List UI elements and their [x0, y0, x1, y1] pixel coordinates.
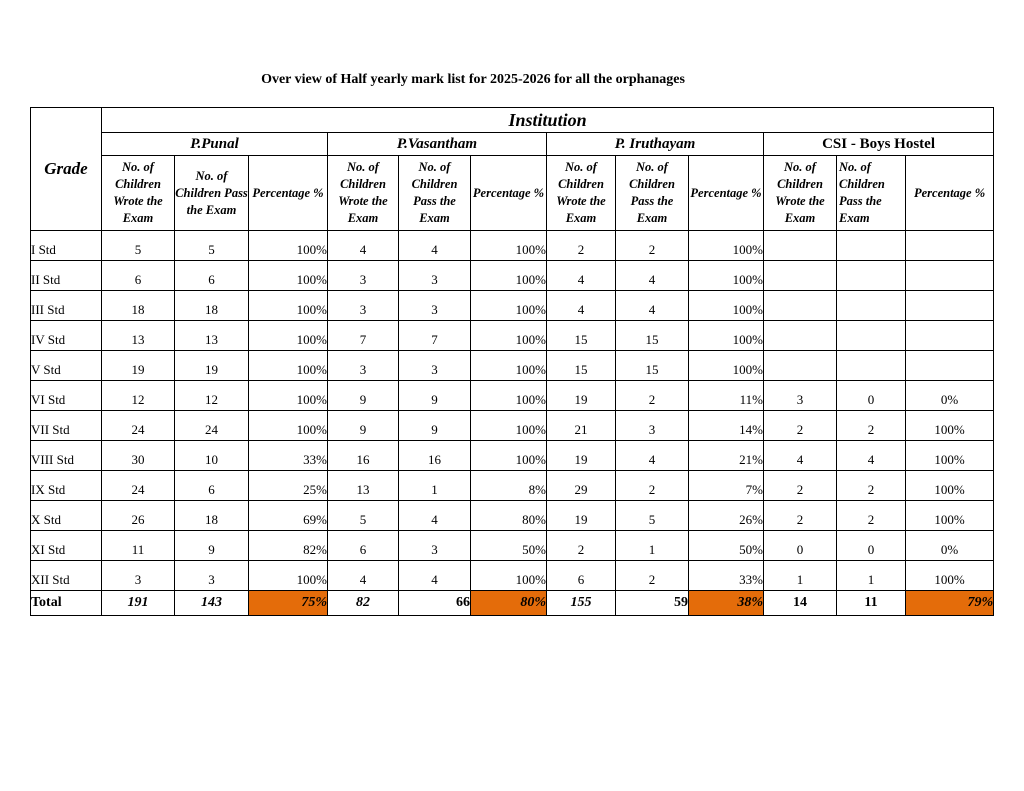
value-cell: 18 — [175, 501, 249, 531]
value-cell — [906, 231, 994, 261]
value-cell: 1 — [616, 531, 689, 561]
value-cell: 4 — [616, 261, 689, 291]
value-cell: 3 — [399, 261, 471, 291]
value-cell: 1 — [399, 471, 471, 501]
value-cell: 9 — [399, 411, 471, 441]
value-cell: 4 — [399, 561, 471, 591]
value-cell: 100% — [471, 291, 547, 321]
value-cell: 69% — [249, 501, 328, 531]
value-cell: 14% — [689, 411, 764, 441]
value-cell — [764, 261, 837, 291]
value-cell: 2 — [764, 411, 837, 441]
value-cell: 100% — [689, 351, 764, 381]
column-header-pass: No. of Children Pass the Exam — [399, 156, 471, 231]
value-cell: 3 — [328, 291, 399, 321]
value-cell — [837, 351, 906, 381]
value-cell: 4 — [547, 261, 616, 291]
value-cell: 4 — [616, 441, 689, 471]
table-row — [31, 561, 994, 591]
value-cell: 100% — [471, 381, 547, 411]
value-cell: 18 — [175, 291, 249, 321]
table-row — [31, 321, 994, 351]
total-label: Total — [31, 591, 102, 616]
value-cell: 3 — [328, 261, 399, 291]
value-cell: 100% — [906, 471, 994, 501]
value-cell: 12 — [102, 381, 175, 411]
total-percentage-cell: 38% — [689, 591, 764, 616]
column-header-wrote: No. of Children Wrote the Exam — [764, 156, 837, 231]
total-value-cell: 82 — [328, 591, 399, 616]
total-value-cell: 66 — [399, 591, 471, 616]
value-cell: 9 — [328, 411, 399, 441]
value-cell: 24 — [102, 471, 175, 501]
value-cell: 10 — [175, 441, 249, 471]
grade-cell: XI Std — [31, 531, 102, 561]
table-row — [31, 441, 994, 471]
table-row — [31, 531, 994, 561]
value-cell: 26 — [102, 501, 175, 531]
value-cell — [764, 231, 837, 261]
value-cell: 2 — [837, 501, 906, 531]
value-cell: 3 — [399, 291, 471, 321]
value-cell: 50% — [471, 531, 547, 561]
value-cell: 3 — [399, 351, 471, 381]
value-cell: 33% — [689, 561, 764, 591]
column-header-percentage: Percentage % — [689, 156, 764, 231]
value-cell: 9 — [175, 531, 249, 561]
value-cell: 16 — [328, 441, 399, 471]
value-cell: 100% — [689, 291, 764, 321]
grade-cell: VII Std — [31, 411, 102, 441]
value-cell — [764, 291, 837, 321]
institution-name: P.Vasantham — [328, 133, 547, 156]
value-cell: 2 — [616, 561, 689, 591]
grade-cell: X Std — [31, 501, 102, 531]
grade-cell: IV Std — [31, 321, 102, 351]
column-header-percentage: Percentage % — [249, 156, 328, 231]
value-cell: 33% — [249, 441, 328, 471]
value-cell: 24 — [102, 411, 175, 441]
value-cell: 0 — [764, 531, 837, 561]
value-cell: 15 — [547, 321, 616, 351]
institution-name: CSI - Boys Hostel — [764, 133, 994, 156]
value-cell: 3 — [399, 531, 471, 561]
value-cell: 100% — [471, 321, 547, 351]
value-cell — [764, 321, 837, 351]
value-cell: 3 — [616, 411, 689, 441]
table-row — [31, 381, 994, 411]
table-row — [31, 231, 994, 261]
value-cell: 2 — [837, 411, 906, 441]
value-cell: 7 — [399, 321, 471, 351]
value-cell: 21 — [547, 411, 616, 441]
value-cell — [837, 261, 906, 291]
value-cell: 4 — [399, 501, 471, 531]
value-cell: 6 — [547, 561, 616, 591]
table-row — [31, 261, 994, 291]
value-cell: 100% — [249, 381, 328, 411]
value-cell: 15 — [616, 321, 689, 351]
value-cell: 4 — [328, 561, 399, 591]
table-row — [31, 471, 994, 501]
value-cell: 19 — [547, 501, 616, 531]
page-title: Over view of Half yearly mark list for 2025-2026 for all the orphanages — [261, 72, 685, 87]
value-cell: 2 — [616, 471, 689, 501]
value-cell: 1 — [837, 561, 906, 591]
value-cell: 29 — [547, 471, 616, 501]
value-cell: 15 — [547, 351, 616, 381]
grade-cell: I Std — [31, 231, 102, 261]
value-cell: 82% — [249, 531, 328, 561]
value-cell: 100% — [471, 261, 547, 291]
grade-header: Grade — [31, 108, 102, 231]
total-percentage-cell: 80% — [471, 591, 547, 616]
value-cell: 3 — [764, 381, 837, 411]
value-cell: 2 — [547, 231, 616, 261]
grade-cell: VIII Std — [31, 441, 102, 471]
total-value-cell: 59 — [616, 591, 689, 616]
total-percentage-cell: 79% — [906, 591, 994, 616]
value-cell: 18 — [102, 291, 175, 321]
value-cell: 100% — [249, 291, 328, 321]
value-cell: 24 — [175, 411, 249, 441]
value-cell: 13 — [328, 471, 399, 501]
value-cell: 100% — [906, 501, 994, 531]
value-cell: 26% — [689, 501, 764, 531]
value-cell: 100% — [689, 231, 764, 261]
value-cell — [837, 321, 906, 351]
grade-cell: V Std — [31, 351, 102, 381]
value-cell: 11% — [689, 381, 764, 411]
grade-cell: VI Std — [31, 381, 102, 411]
value-cell: 2 — [547, 531, 616, 561]
institution-name: P. Iruthayam — [547, 133, 764, 156]
value-cell — [837, 291, 906, 321]
value-cell: 100% — [249, 321, 328, 351]
value-cell: 2 — [764, 471, 837, 501]
institution-header: Institution — [102, 108, 994, 133]
value-cell: 21% — [689, 441, 764, 471]
column-header-wrote: No. of Children Wrote the Exam — [328, 156, 399, 231]
grade-cell: II Std — [31, 261, 102, 291]
grade-cell: IX Std — [31, 471, 102, 501]
value-cell: 100% — [471, 231, 547, 261]
value-cell: 0% — [906, 381, 994, 411]
total-value-cell: 191 — [102, 591, 175, 616]
value-cell: 5 — [328, 501, 399, 531]
value-cell: 100% — [249, 261, 328, 291]
table-row — [31, 351, 994, 381]
value-cell: 25% — [249, 471, 328, 501]
value-cell: 19 — [547, 381, 616, 411]
value-cell: 2 — [616, 381, 689, 411]
value-cell: 30 — [102, 441, 175, 471]
column-header-wrote: No. of Children Wrote the Exam — [547, 156, 616, 231]
table-row — [31, 501, 994, 531]
value-cell: 100% — [471, 351, 547, 381]
value-cell: 15 — [616, 351, 689, 381]
value-cell: 3 — [175, 561, 249, 591]
table-row — [31, 411, 994, 441]
value-cell: 4 — [328, 231, 399, 261]
mark-list-table — [30, 107, 994, 616]
value-cell: 4 — [616, 291, 689, 321]
value-cell: 13 — [175, 321, 249, 351]
value-cell: 100% — [249, 561, 328, 591]
value-cell: 19 — [102, 351, 175, 381]
value-cell: 100% — [906, 411, 994, 441]
value-cell: 2 — [616, 231, 689, 261]
value-cell: 9 — [328, 381, 399, 411]
value-cell: 100% — [689, 321, 764, 351]
column-header-percentage: Percentage % — [471, 156, 547, 231]
value-cell: 4 — [547, 291, 616, 321]
value-cell — [837, 231, 906, 261]
total-percentage-cell: 75% — [249, 591, 328, 616]
value-cell: 3 — [328, 351, 399, 381]
value-cell: 11 — [102, 531, 175, 561]
value-cell — [764, 351, 837, 381]
value-cell: 100% — [471, 441, 547, 471]
value-cell: 100% — [249, 351, 328, 381]
value-cell — [906, 291, 994, 321]
value-cell: 100% — [906, 561, 994, 591]
value-cell: 0 — [837, 381, 906, 411]
value-cell — [906, 351, 994, 381]
total-value-cell: 143 — [175, 591, 249, 616]
value-cell: 2 — [764, 501, 837, 531]
table-row — [31, 291, 994, 321]
total-value-cell: 14 — [764, 591, 837, 616]
grade-cell: III Std — [31, 291, 102, 321]
value-cell: 50% — [689, 531, 764, 561]
value-cell: 100% — [689, 261, 764, 291]
value-cell: 1 — [764, 561, 837, 591]
value-cell: 4 — [764, 441, 837, 471]
value-cell: 100% — [249, 231, 328, 261]
grade-cell: XII Std — [31, 561, 102, 591]
value-cell: 6 — [175, 261, 249, 291]
value-cell — [906, 261, 994, 291]
column-header-percentage: Percentage % — [906, 156, 994, 231]
column-header-wrote: No. of Children Wrote the Exam — [102, 156, 175, 231]
total-value-cell: 155 — [547, 591, 616, 616]
value-cell: 0% — [906, 531, 994, 561]
table-body — [31, 231, 994, 616]
value-cell: 6 — [102, 261, 175, 291]
value-cell: 16 — [399, 441, 471, 471]
value-cell: 13 — [102, 321, 175, 351]
column-header-pass: No. of Children Pass the Exam — [837, 156, 906, 231]
value-cell: 7 — [328, 321, 399, 351]
value-cell: 0 — [837, 531, 906, 561]
institution-name: P.Punal — [102, 133, 328, 156]
column-header-pass: No. of Children Pass the Exam — [175, 156, 249, 231]
value-cell: 19 — [547, 441, 616, 471]
value-cell: 2 — [837, 471, 906, 501]
total-value-cell: 11 — [837, 591, 906, 616]
value-cell: 19 — [175, 351, 249, 381]
value-cell: 5 — [175, 231, 249, 261]
value-cell: 4 — [837, 441, 906, 471]
total-row — [31, 591, 994, 616]
value-cell: 6 — [175, 471, 249, 501]
value-cell: 100% — [471, 561, 547, 591]
value-cell: 100% — [906, 441, 994, 471]
value-cell: 7% — [689, 471, 764, 501]
value-cell: 5 — [616, 501, 689, 531]
value-cell: 3 — [102, 561, 175, 591]
value-cell — [906, 321, 994, 351]
value-cell: 9 — [399, 381, 471, 411]
value-cell: 6 — [328, 531, 399, 561]
value-cell: 100% — [249, 411, 328, 441]
value-cell: 8% — [471, 471, 547, 501]
value-cell: 100% — [471, 411, 547, 441]
column-header-pass: No. of Children Pass the Exam — [616, 156, 689, 231]
value-cell: 80% — [471, 501, 547, 531]
value-cell: 5 — [102, 231, 175, 261]
value-cell: 12 — [175, 381, 249, 411]
value-cell: 4 — [399, 231, 471, 261]
